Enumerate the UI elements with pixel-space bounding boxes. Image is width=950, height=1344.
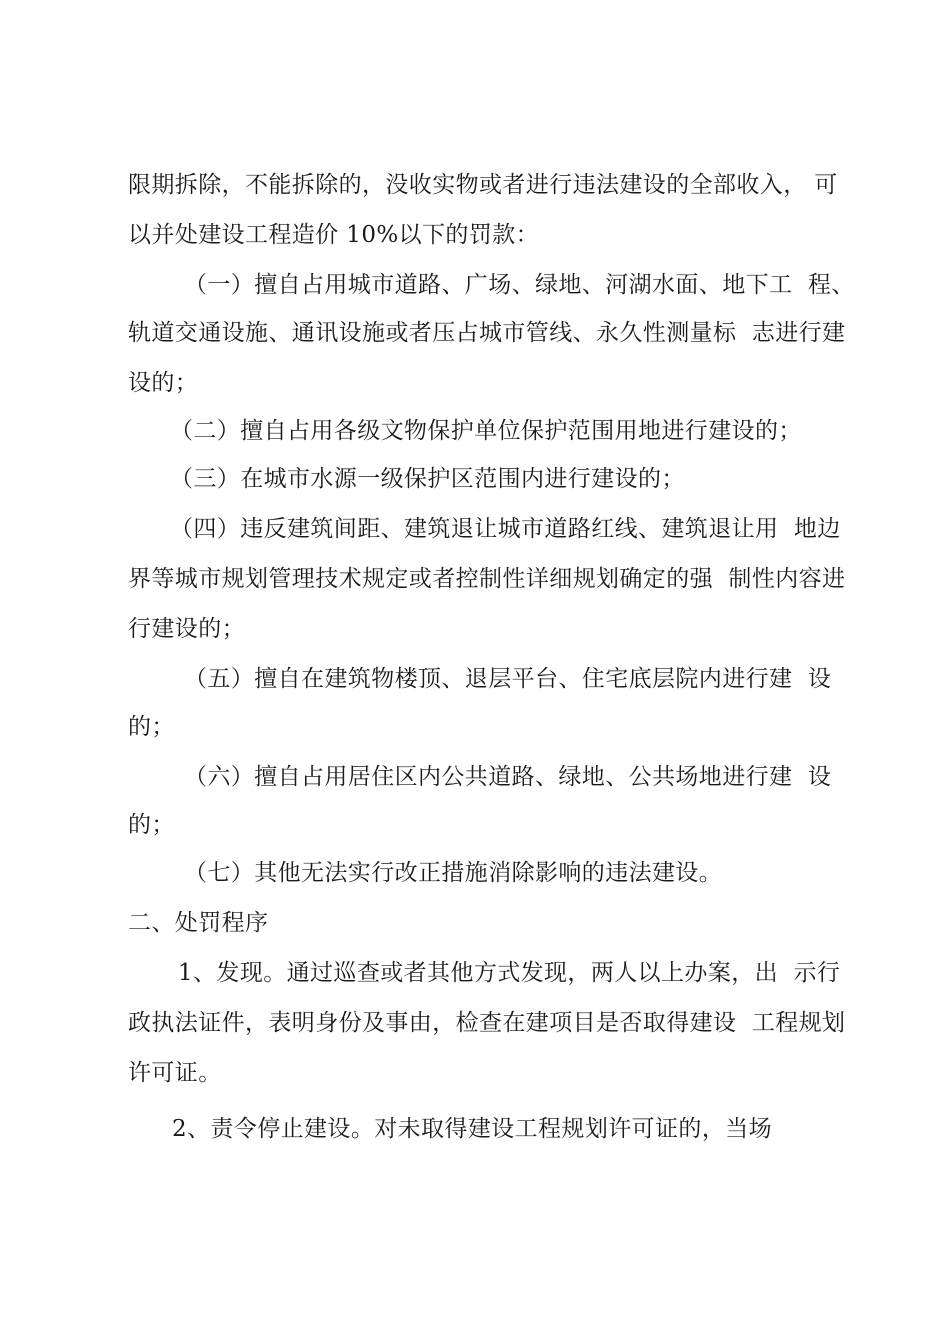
text-line-7: （三）在城市水源一级保护区范围内进行建设的； xyxy=(170,466,685,492)
text-line-20: 2、责令停止建设。对未取得建设工程规划许可证的，当场 xyxy=(172,1116,773,1142)
text-line-6: （二）擅自占用各级文物保护单位保护范围用地进行建设的； xyxy=(170,418,802,444)
text-line-8: （四）违反建筑间距、建筑退让城市道路红线、建筑退让用 地边 xyxy=(170,516,841,542)
text-line-3: （一）擅自占用城市道路、广场、绿地、河湖水面、地下工 程、 xyxy=(184,272,855,298)
text-line-15: （七）其他无法实行改正措施消除影响的违法建设。 xyxy=(184,860,723,886)
text-line-17: 1、发现。通过巡查或者其他方式发现，两人以上办案，出 示行 xyxy=(178,960,841,986)
text-line-11: （五）擅自在建筑物楼顶、退层平台、住宅底层院内进行建 设 xyxy=(184,666,832,692)
section-heading: 二、处罚程序 xyxy=(128,910,269,936)
text-line-19: 许可证。 xyxy=(128,1060,222,1086)
text-line-4: 轨道交通设施、通讯设施或者压占城市管线、永久性测量标 志进行建 xyxy=(128,320,846,346)
text-line-1: 限期拆除，不能拆除的，没收实物或者进行违法建设的全部收入， 可 xyxy=(128,172,838,198)
text-line-2: 以并处建设工程造价 10%以下的罚款： xyxy=(128,222,540,248)
text-line-13: （六）擅自占用居住区内公共道路、绿地、公共场地进行建 设 xyxy=(184,764,832,790)
text-line-10: 行建设的； xyxy=(128,616,245,642)
text-line-9: 界等城市规划管理技术规定或者控制性详细规划确定的强 制性内容进 xyxy=(128,566,846,592)
text-line-14: 的； xyxy=(128,812,175,838)
text-line-18: 政执法证件，表明身份及事由，检查在建项目是否取得建设 工程规划 xyxy=(128,1010,846,1036)
text-line-5: 设的； xyxy=(128,370,199,396)
text-line-12: 的； xyxy=(128,714,175,740)
